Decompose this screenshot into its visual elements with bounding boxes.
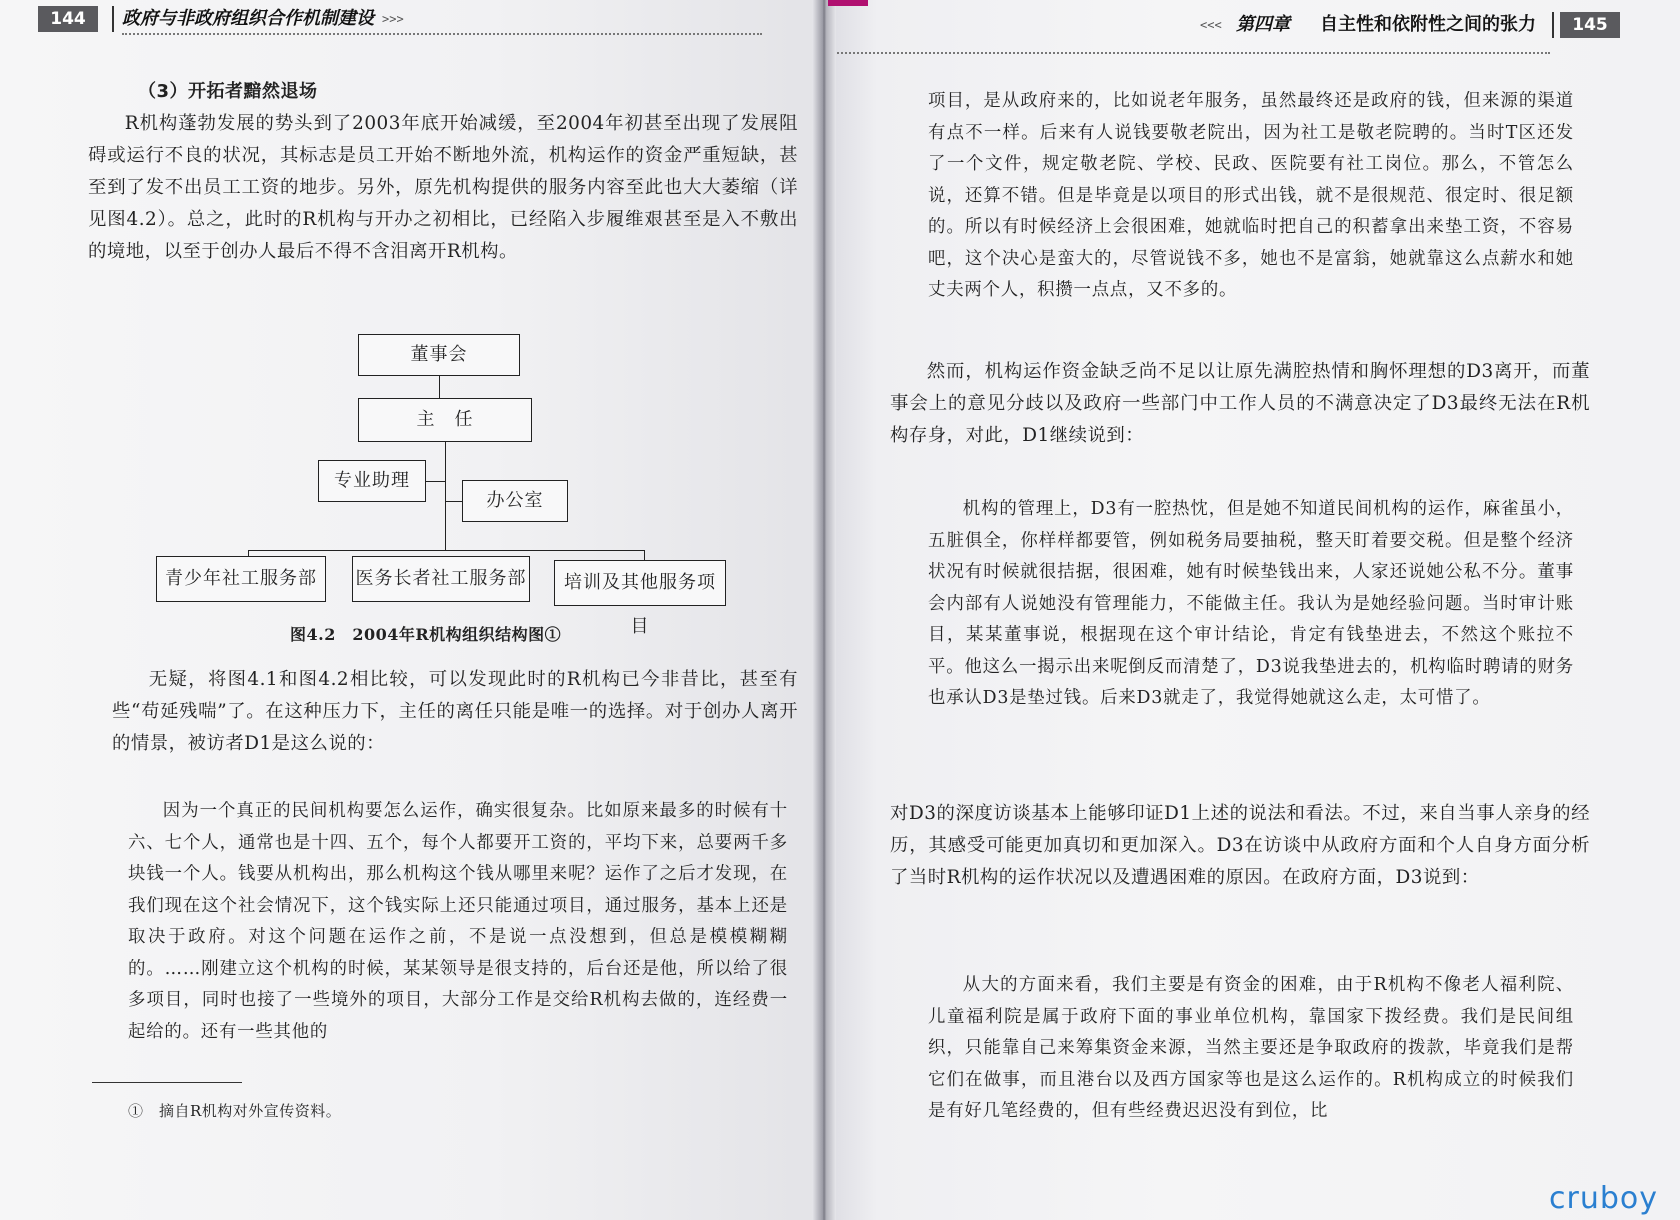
header-dotted-rule xyxy=(830,52,1550,54)
left-page xyxy=(0,0,822,1220)
footnote-rule xyxy=(92,1082,242,1083)
org-box-dept-medical: 医务长者社工服务部 xyxy=(352,556,530,602)
org-connector xyxy=(445,501,462,502)
right-quote-3 xyxy=(928,970,1574,1128)
paragraph-2: 无疑，将图4.1和图4.2相比较，可以发现此时的R机构已今非昔比，甚至有些“苟延残喘”了。在这种压力下，主任的离任只能是唯一的选择。对于创办人离开的情景，被访者D1是这么说的： xyxy=(112,669,798,754)
figure-caption: 图4.2 2004年R机构组织结构图① xyxy=(290,625,562,644)
right-header xyxy=(1200,12,1652,40)
org-connector xyxy=(426,481,445,482)
chapter-title: 自主性和依附性之间的张力 xyxy=(1320,14,1536,35)
org-connector xyxy=(644,550,645,560)
quote-continuation: 项目，是从政府来的，比如说老年服务，虽然最终还是政府的钱，但来源的渠道有点不一样。后来有人说钱要敬老院出，因为社工是敬老院聘的。当时T区还发了一个文件，规定敬老院、学校、民政、医院要有社工岗位。那么，不管怎么说，还算不错。但是毕竟是以项目的形式出钱，就不是很规范、很定时、很足额的。所以有时候经济上会很困难，她就临时把自己的积蓄拿出来垫工资，不容易吧，这个决心是蛮大的，尽管说钱不多，她也不是富翁，她就靠这么点薪水和她丈夫两个人，积攒一点点，又不多的。 xyxy=(928,91,1574,300)
footnote: ① 摘自R机构对外宣传资料。 xyxy=(128,1102,342,1120)
header-arrows-left: >>> xyxy=(382,12,404,26)
left-text-block-2 xyxy=(112,664,798,760)
org-connector xyxy=(248,550,644,551)
org-box-office: 办公室 xyxy=(462,480,568,522)
header-divider xyxy=(1552,12,1554,38)
left-header xyxy=(38,6,798,34)
quote-3: 从大的方面来看，我们主要是有资金的困难，由于R机构不像老人福利院、儿童福利院是属于政府下面的事业单位机构，靠国家下拨经费。我们是民间组织，只能靠自己来筹集资金来源，当然主要还是争取政府的拨款，毕竟我们是帮它们在做事，而且港台以及西方国家等也是这么运作的。R机构成立的时候我们是有好几笔经费的，但有些经费迟迟没有到位，比 xyxy=(928,975,1574,1121)
right-text-block-2 xyxy=(890,798,1590,894)
watermark: cruboy xyxy=(1549,1181,1658,1216)
org-connector xyxy=(445,442,446,550)
paragraph-3: 然而，机构运作资金缺乏尚不足以让原先满腔热情和胸怀理想的D3离开，而董事会上的意见分歧以及政府一些部门中工作人员的不满意决定了D3最终无法在R机构存身，对此，D1继续说到： xyxy=(890,361,1590,446)
org-box-assistant: 专业助理 xyxy=(318,460,426,502)
paragraph-1: R机构蓬勃发展的势头到了2003年底开始减缓，至2004年初甚至出现了发展阻碍或运行不良的状况，其标志是员工开始不断地外流，机构运作的资金严重短缺，甚至到了发不出员工工资的地步。另外，原先机构提供的服务内容至此也大大萎缩（详见图4.2）。总之，此时的R机构与开办之初相比，已经陷入步履维艰甚至是入不敷出的境地，以至于创办人最后不得不含泪离开R机构。 xyxy=(88,113,798,262)
right-page-number: 145 xyxy=(1560,12,1620,38)
right-quote-2 xyxy=(928,494,1574,715)
chapter-label: 第四章 xyxy=(1236,14,1290,35)
right-text-block-1 xyxy=(890,356,1590,452)
book-title: 政府与非政府组织合作机制建设 xyxy=(122,8,374,29)
quote-1: 因为一个真正的民间机构要怎么运作，确实很复杂。比如原来最多的时候有十六、七个人，通常也是十四、五个，每个人都要开工资的，平均下来，总要两千多块钱一个人。钱要从机构出，那么机构这个钱从哪里来呢？运作了之后才发现，在我们现在这个社会情况下，这个钱实际上还只能通过项目，通过服务，基本上还是取决于政府。对这个问题在运作之前，不是说一点没想到，但总是模模糊糊的。……刚建立这个机构的时候，某某领导是很支持的，后台还是他，所以给了很多项目，同时也接了一些境外的项目，大部分工作是交给R机构去做的，连经费一起给的。还有一些其他的 xyxy=(128,801,788,1042)
section-title: （3）开拓者黯然退场 xyxy=(138,81,318,102)
left-quote xyxy=(128,796,788,1048)
left-page-number: 144 xyxy=(38,6,98,32)
org-connector xyxy=(439,376,440,398)
right-quote-cont xyxy=(928,86,1574,307)
header-arrows-right: <<< xyxy=(1200,18,1222,32)
book-spine xyxy=(812,0,836,1220)
header-divider xyxy=(112,6,114,32)
right-page xyxy=(826,0,1680,1220)
org-box-dept-training: 培训及其他服务项目 xyxy=(554,560,726,606)
org-box-dept-youth: 青少年社工服务部 xyxy=(156,556,326,602)
edge-mark xyxy=(828,0,868,6)
org-box-board: 董事会 xyxy=(358,334,520,376)
left-text-block-1 xyxy=(88,76,798,268)
quote-2: 机构的管理上，D3有一腔热忱，但是她不知道民间机构的运作，麻雀虽小，五脏俱全，你样样都要管，例如税务局要抽税，整天盯着要交税。但是整个经济状况有时候就很拮据，很困难，她有时候垫钱出来，人家还说她公私不分。董事会内部有人说她没有管理能力，不能做主任。我认为是她经验问题。当时审计账目，某某董事说，根据现在这个审计结论，肯定有钱垫进去，不然这个账拉不平。他这么一揭示出来呢倒反而清楚了，D3说我垫进去的，机构临时聘请的财务也承认D3是垫过钱。后来D3就走了，我觉得她就这么走，太可惜了。 xyxy=(928,499,1574,708)
org-box-director: 主 任 xyxy=(358,398,532,442)
header-dotted-rule xyxy=(122,33,762,35)
paragraph-4: 对D3的深度访谈基本上能够印证D1上述的说法和看法。不过，来自当事人亲身的经历，其感受可能更加真切和更加深入。D3在访谈中从政府方面和个人自身方面分析了当时R机构的运作状况以及遭遇困难的原因。在政府方面，D3说到： xyxy=(890,803,1590,888)
